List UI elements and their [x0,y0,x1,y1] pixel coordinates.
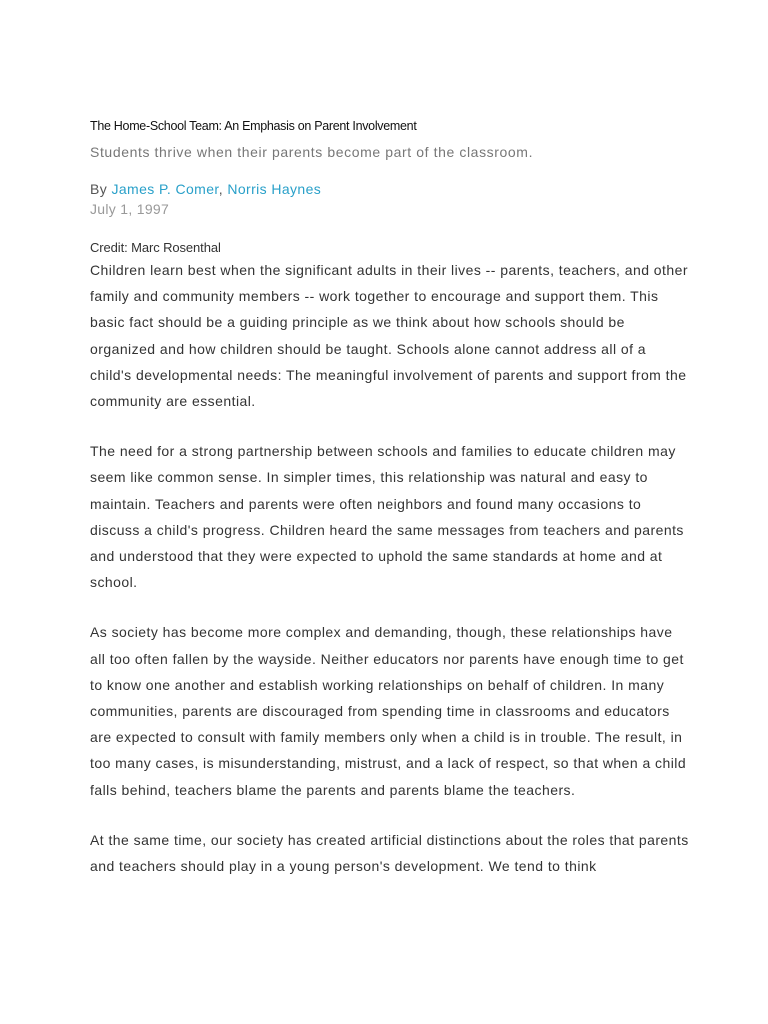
byline [90,180,690,198]
paragraph-4: At the same time, our society has created artificial distinctions about the roles that parents and teachers should play in a young person's development. We tend to think [90,831,689,875]
byline-prefix: By [90,181,112,197]
author-link-haynes[interactable]: Norris Haynes [227,181,322,197]
paragraph-3: As society has become more complex and demanding, though, these relationships have all too often fallen by the wayside. Neither educators nor parents have enough time to get to know one another and establish working relationships on behalf of children. In many communities, parents are discouraged from spending time in classrooms and educators are expected to consult with family members only when a child is in trouble. The result, in too many cases, is misunderstanding, mistrust, and a lack of respect, so that when a child falls behind, teachers blame the parents and parents blame the teachers. [90,624,687,798]
article-subtitle: Students thrive when their parents become part of the classroom. [90,144,534,160]
publish-date: July 1, 1997 [90,201,170,217]
author-link-comer[interactable]: James P. Comer [111,181,219,197]
byline-separator: , [218,181,228,197]
image-credit: Credit: Marc Rosenthal [90,240,221,255]
article-title: The Home-School Team: An Emphasis on Parent Involvement [90,119,417,133]
paragraph-1: Children learn best when the significant adults in their lives -- parents, teachers, and other family and community members -- work together to encourage and support them. This basic fact should be a guiding principle as we think about how schools should be organized and how children should be taught. Schools alone cannot address all of a child's developmental needs: The meaningful involvement of parents and support from the community are essential. [90,262,688,410]
paragraph-2: The need for a strong partnership between schools and families to educate children may seem like common sense. In simpler times, this relationship was natural and easy to maintain. Teachers and parents were often neighbors and found many occasions to discuss a child's progress. Children heard the same messages from teachers and parents and understood that they were expected to uphold the same standards at home and at school. [90,443,684,591]
article [90,118,690,879]
